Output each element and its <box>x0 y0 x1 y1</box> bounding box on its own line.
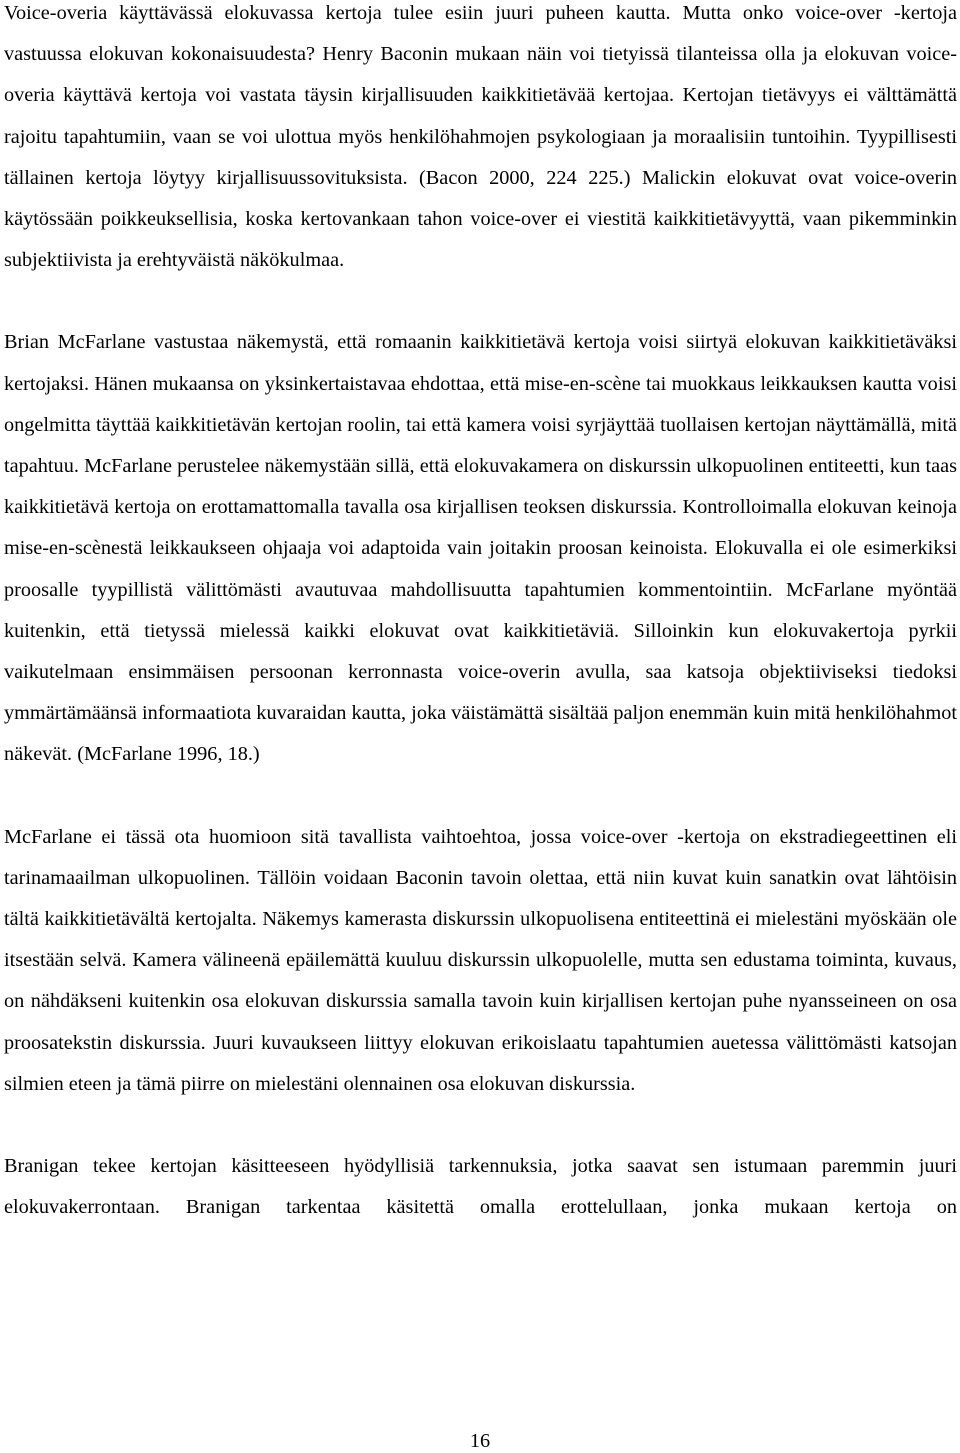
body-paragraph: Brian McFarlane vastustaa näkemystä, että romaanin kaikkitietävä kertoja voisi siirtyä elokuvan kaikkitietäväksi kertojaksi. Hänen mukaansa on yksinkertaistavaa ehdottaa, että mise-en-scène tai muokkaus leikkauksen kautta voisi ongelmitta täyttää kaikkitietävän kertojan roolin, tai että kamera voisi syrjäyttää tuollaisen kertojan näyttämällä, mitä tapahtuu. McFarlane perustelee näkemystään sillä, että elokuvakamera on diskurssin ulkopuolinen entiteetti, kun taas kaikkitietävä kertoja on erottamattomalla tavalla osa kirjallisen teoksen diskurssia. Kontrolloimalla elokuvan keinoja mise-en-scènestä leikkaukseen ohjaaja voi adaptoida vain joitakin proosan keinoista. Elokuvalla ei ole esimerkiksi proosalle tyypillistä välittömästi avautuvaa mahdollisuutta tapahtumien kommentointiin. McFarlane myöntää kuitenkin, että tietyssä mielessä kaikki elokuvat ovat kaikkitietäviä. Silloinkin kun elokuvakertoja pyrkii vaikutelmaan ensimmäisen persoonan kerronnasta voice-overin avulla, saa katsoja objektiiviseksi tiedoksi ymmärtämäänsä informaatiota kuvaraidan kautta, joka väistämättä sisältää paljon enemmän kuin mitä henkilöhahmot näkevät. (McFarlane 1996, 18.) <box>4 331 957 766</box>
body-paragraph: Branigan tekee kertojan käsitteeseen hyödyllisiä tarkennuksia, jotka saavat sen istumaan paremmin juuri elokuvakerrontaan. Branigan tarkentaa käsitettä omalla erottelullaan, jonka mukaan kertoja on <box>4 1155 957 1219</box>
page-number: 16 <box>469 1430 491 1452</box>
body-paragraph: McFarlane ei tässä ota huomioon sitä tavallista vaihtoehtoa, jossa voice-over -kertoja on ekstradiegeettinen eli tarinamaailman ulkopuolinen. Tällöin voidaan Baconin tavoin olettaa, että niin kuvat kuin sanatkin ovat lähtöisin tältä kaikkitietävältä kertojalta. Näkemys kamerasta diskurssin ulkopuolisena entiteettinä ei mielestäni myöskään ole itsestään selvä. Kamera välineenä epäilemättä kuuluu diskurssin ulkopuolelle, mutta sen edustama toiminta, kuvaus, on nähdäkseni kuitenkin osa elokuvan diskurssia samalla tavoin kuin kirjallisen kertojan puhe nyansseineen on osa proosatekstin diskurssia. Juuri kuvaukseen liittyy elokuvan erikoislaatu tapahtumien auetessa välittömästi katsojan silmien eteen ja tämä piirre on mielestäni olennainen osa elokuvan diskurssia. <box>4 825 957 1095</box>
document-page <box>4 0 957 1228</box>
body-paragraph: Voice-overia käyttävässä elokuvassa kertoja tulee esiin juuri puheen kautta. Mutta onko voice-over -kertoja vastuussa elokuvan kokonaisuudesta? Henry Baconin mukaan näin voi tietyissä tilanteissa olla ja elokuvan voice-overia käyttävä kertoja voi vastata täysin kirjallisuuden kaikkitietävää kertojaa. Kertojan tietävyys ei välttämättä rajoitu tapahtumiin, vaan se voi ulottua myös henkilöhahmojen psykologiaan ja moraalisiin tuntoihin. Tyypillisesti tällainen kertoja löytyy kirjallisuussovituksista. (Bacon 2000, 224 225.) Malickin elokuvat ovat voice-overin käytössään poikkeuksellisia, koska kertovankaan tahon voice-over ei viestitä kaikkitietävyyttä, vaan pikemminkin subjektiivista ja erehtyväistä näkökulmaa. <box>4 2 957 272</box>
